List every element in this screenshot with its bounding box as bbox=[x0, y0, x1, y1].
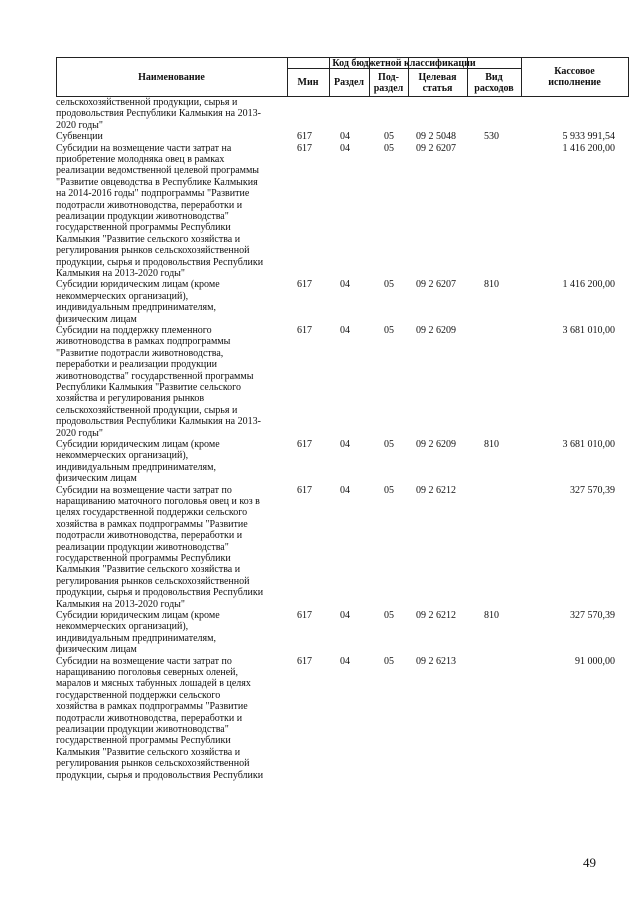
row-kassovoe: 1 416 200,00 bbox=[562, 142, 615, 154]
row-min: 617 bbox=[297, 142, 312, 154]
header-name: Наименование bbox=[138, 71, 205, 83]
table-row bbox=[0, 485, 640, 610]
row-name: Субсидии юридическим лицам (кроме некоммерческих организаций), индивидуальным предпринимателям, физическим лицам bbox=[56, 609, 220, 656]
row-celevaya: 09 2 6209 bbox=[416, 438, 456, 450]
header-razdel: Раздел bbox=[333, 77, 365, 88]
row-kassovoe: 91 000,00 bbox=[575, 655, 615, 667]
table-row bbox=[0, 610, 640, 656]
row-podrazdel: 05 bbox=[384, 131, 394, 143]
row-kassovoe: 3 681 010,00 bbox=[562, 438, 615, 450]
row-name: Субсидии на возмещение части затрат на приобретение молодняка овец в рамках реализации ведомственной целевой программы "Развитие овцеводства в Республике Калмыкия на 2014-2016 годы" подпрограммы "Развитие подотрасли животноводства, переработки и реализации продукции животноводства" государственной программы Республики Калмыкия "Развитие сельского хозяйства и регулирования рынков сельскохозяйственной продукции, сырья и продовольствия Республики Калмыкия на 2013-2020 годы" bbox=[56, 142, 264, 280]
row-name: сельскохозяйственной продукции, сырья и продовольствия Республики Калмыкия на 2013- 2020 годы" bbox=[56, 97, 261, 131]
header-min: Мин bbox=[297, 77, 319, 88]
header-celevaya: Целевая статья bbox=[418, 71, 457, 94]
table-row bbox=[0, 143, 640, 280]
table-header bbox=[56, 57, 629, 97]
row-razdel: 04 bbox=[340, 609, 350, 621]
header-podrazdel: Под- раздел bbox=[373, 71, 404, 94]
row-min: 617 bbox=[297, 279, 312, 291]
row-name: Субсидии на возмещение части затрат по наращиванию маточного поголовья овец и коз в целях государственной поддержки сельского хозяйства в рамках подпрограммы "Развитие подотрасли животноводства, переработки и реализации продукции животноводства" государственной программы Республики Калмыкия "Развитие сельского хозяйства и регулирования рынков сельскохозяйственной продукции, сырья и продовольствия Республики Калмыкия на 2013-2020 годы" bbox=[56, 484, 264, 610]
row-vid: 810 bbox=[484, 279, 499, 291]
row-kassovoe: 327 570,39 bbox=[570, 609, 615, 621]
row-podrazdel: 05 bbox=[384, 484, 394, 496]
row-min: 617 bbox=[297, 131, 312, 143]
table-row bbox=[0, 131, 640, 142]
table-row bbox=[0, 656, 640, 781]
row-min: 617 bbox=[297, 484, 312, 496]
row-celevaya: 09 2 6207 bbox=[416, 279, 456, 291]
row-celevaya: 09 2 6212 bbox=[416, 609, 456, 621]
row-celevaya: 09 2 6207 bbox=[416, 142, 456, 154]
table-row bbox=[0, 279, 640, 325]
row-razdel: 04 bbox=[340, 324, 350, 336]
table-row bbox=[0, 97, 640, 131]
row-name: Субсидии на поддержку племенного животноводства в рамках подпрограммы "Развитие подотрасли животноводства, переработки и реализации продукции животноводства" государственной программы Республики Калмыкия "Развитие сельского хозяйства и регулирования рынков сельскохозяйственной продукции, сырья и продовольствия Республики Калмыкия на 2013- 2020 годы" bbox=[56, 324, 261, 439]
row-min: 617 bbox=[297, 324, 312, 336]
row-name: Субвенции bbox=[56, 131, 103, 143]
row-razdel: 04 bbox=[340, 438, 350, 450]
row-razdel: 04 bbox=[340, 142, 350, 154]
row-razdel: 04 bbox=[340, 131, 350, 143]
row-celevaya: 09 2 5048 bbox=[416, 131, 456, 143]
table-body bbox=[0, 97, 640, 781]
row-kassovoe: 5 933 991,54 bbox=[562, 131, 615, 143]
row-min: 617 bbox=[297, 655, 312, 667]
row-celevaya: 09 2 6209 bbox=[416, 324, 456, 336]
row-razdel: 04 bbox=[340, 484, 350, 496]
row-min: 617 bbox=[297, 438, 312, 450]
table-row bbox=[0, 325, 640, 439]
row-name: Субсидии юридическим лицам (кроме некоммерческих организаций), индивидуальным предпринимателям, физическим лицам bbox=[56, 438, 220, 485]
row-podrazdel: 05 bbox=[384, 142, 394, 154]
row-kassovoe: 327 570,39 bbox=[570, 484, 615, 496]
row-name: Субсидии юридическим лицам (кроме некоммерческих организаций), индивидуальным предпринимателям, физическим лицам bbox=[56, 279, 220, 325]
header-vid: Вид расходов bbox=[474, 71, 514, 94]
page-number: 49 bbox=[583, 855, 596, 870]
row-razdel: 04 bbox=[340, 279, 350, 291]
header-code-group: Код бюджетной классификации bbox=[332, 57, 476, 69]
row-min: 617 bbox=[297, 609, 312, 621]
row-kassovoe: 3 681 010,00 bbox=[562, 324, 615, 336]
row-razdel: 04 bbox=[340, 655, 350, 667]
row-vid: 810 bbox=[484, 609, 499, 621]
row-name: Субсидии на возмещение части затрат по наращиванию поголовья северных оленей, маралов и мясных табунных лошадей в целях государственной поддержки сельского хозяйства в рамках подпрограммы "Развитие подотрасли животноводства, переработки и реализации продукции животноводства" государственной программы Республики Калмыкия "Развитие сельского хозяйства и регулирования рынков сельскохозяйственной продукции, сырья и продовольствия Республики bbox=[56, 655, 264, 781]
row-kassovoe: 1 416 200,00 bbox=[562, 279, 615, 291]
row-celevaya: 09 2 6213 bbox=[416, 655, 456, 667]
row-vid: 810 bbox=[484, 438, 499, 450]
row-podrazdel: 05 bbox=[384, 324, 394, 336]
row-podrazdel: 05 bbox=[384, 279, 394, 291]
row-podrazdel: 05 bbox=[384, 609, 394, 621]
table-row bbox=[0, 439, 640, 485]
row-podrazdel: 05 bbox=[384, 655, 394, 667]
header-kassovoe: Кассовое исполнение bbox=[548, 66, 601, 88]
row-podrazdel: 05 bbox=[384, 438, 394, 450]
row-celevaya: 09 2 6212 bbox=[416, 484, 456, 496]
row-vid: 530 bbox=[484, 131, 499, 143]
